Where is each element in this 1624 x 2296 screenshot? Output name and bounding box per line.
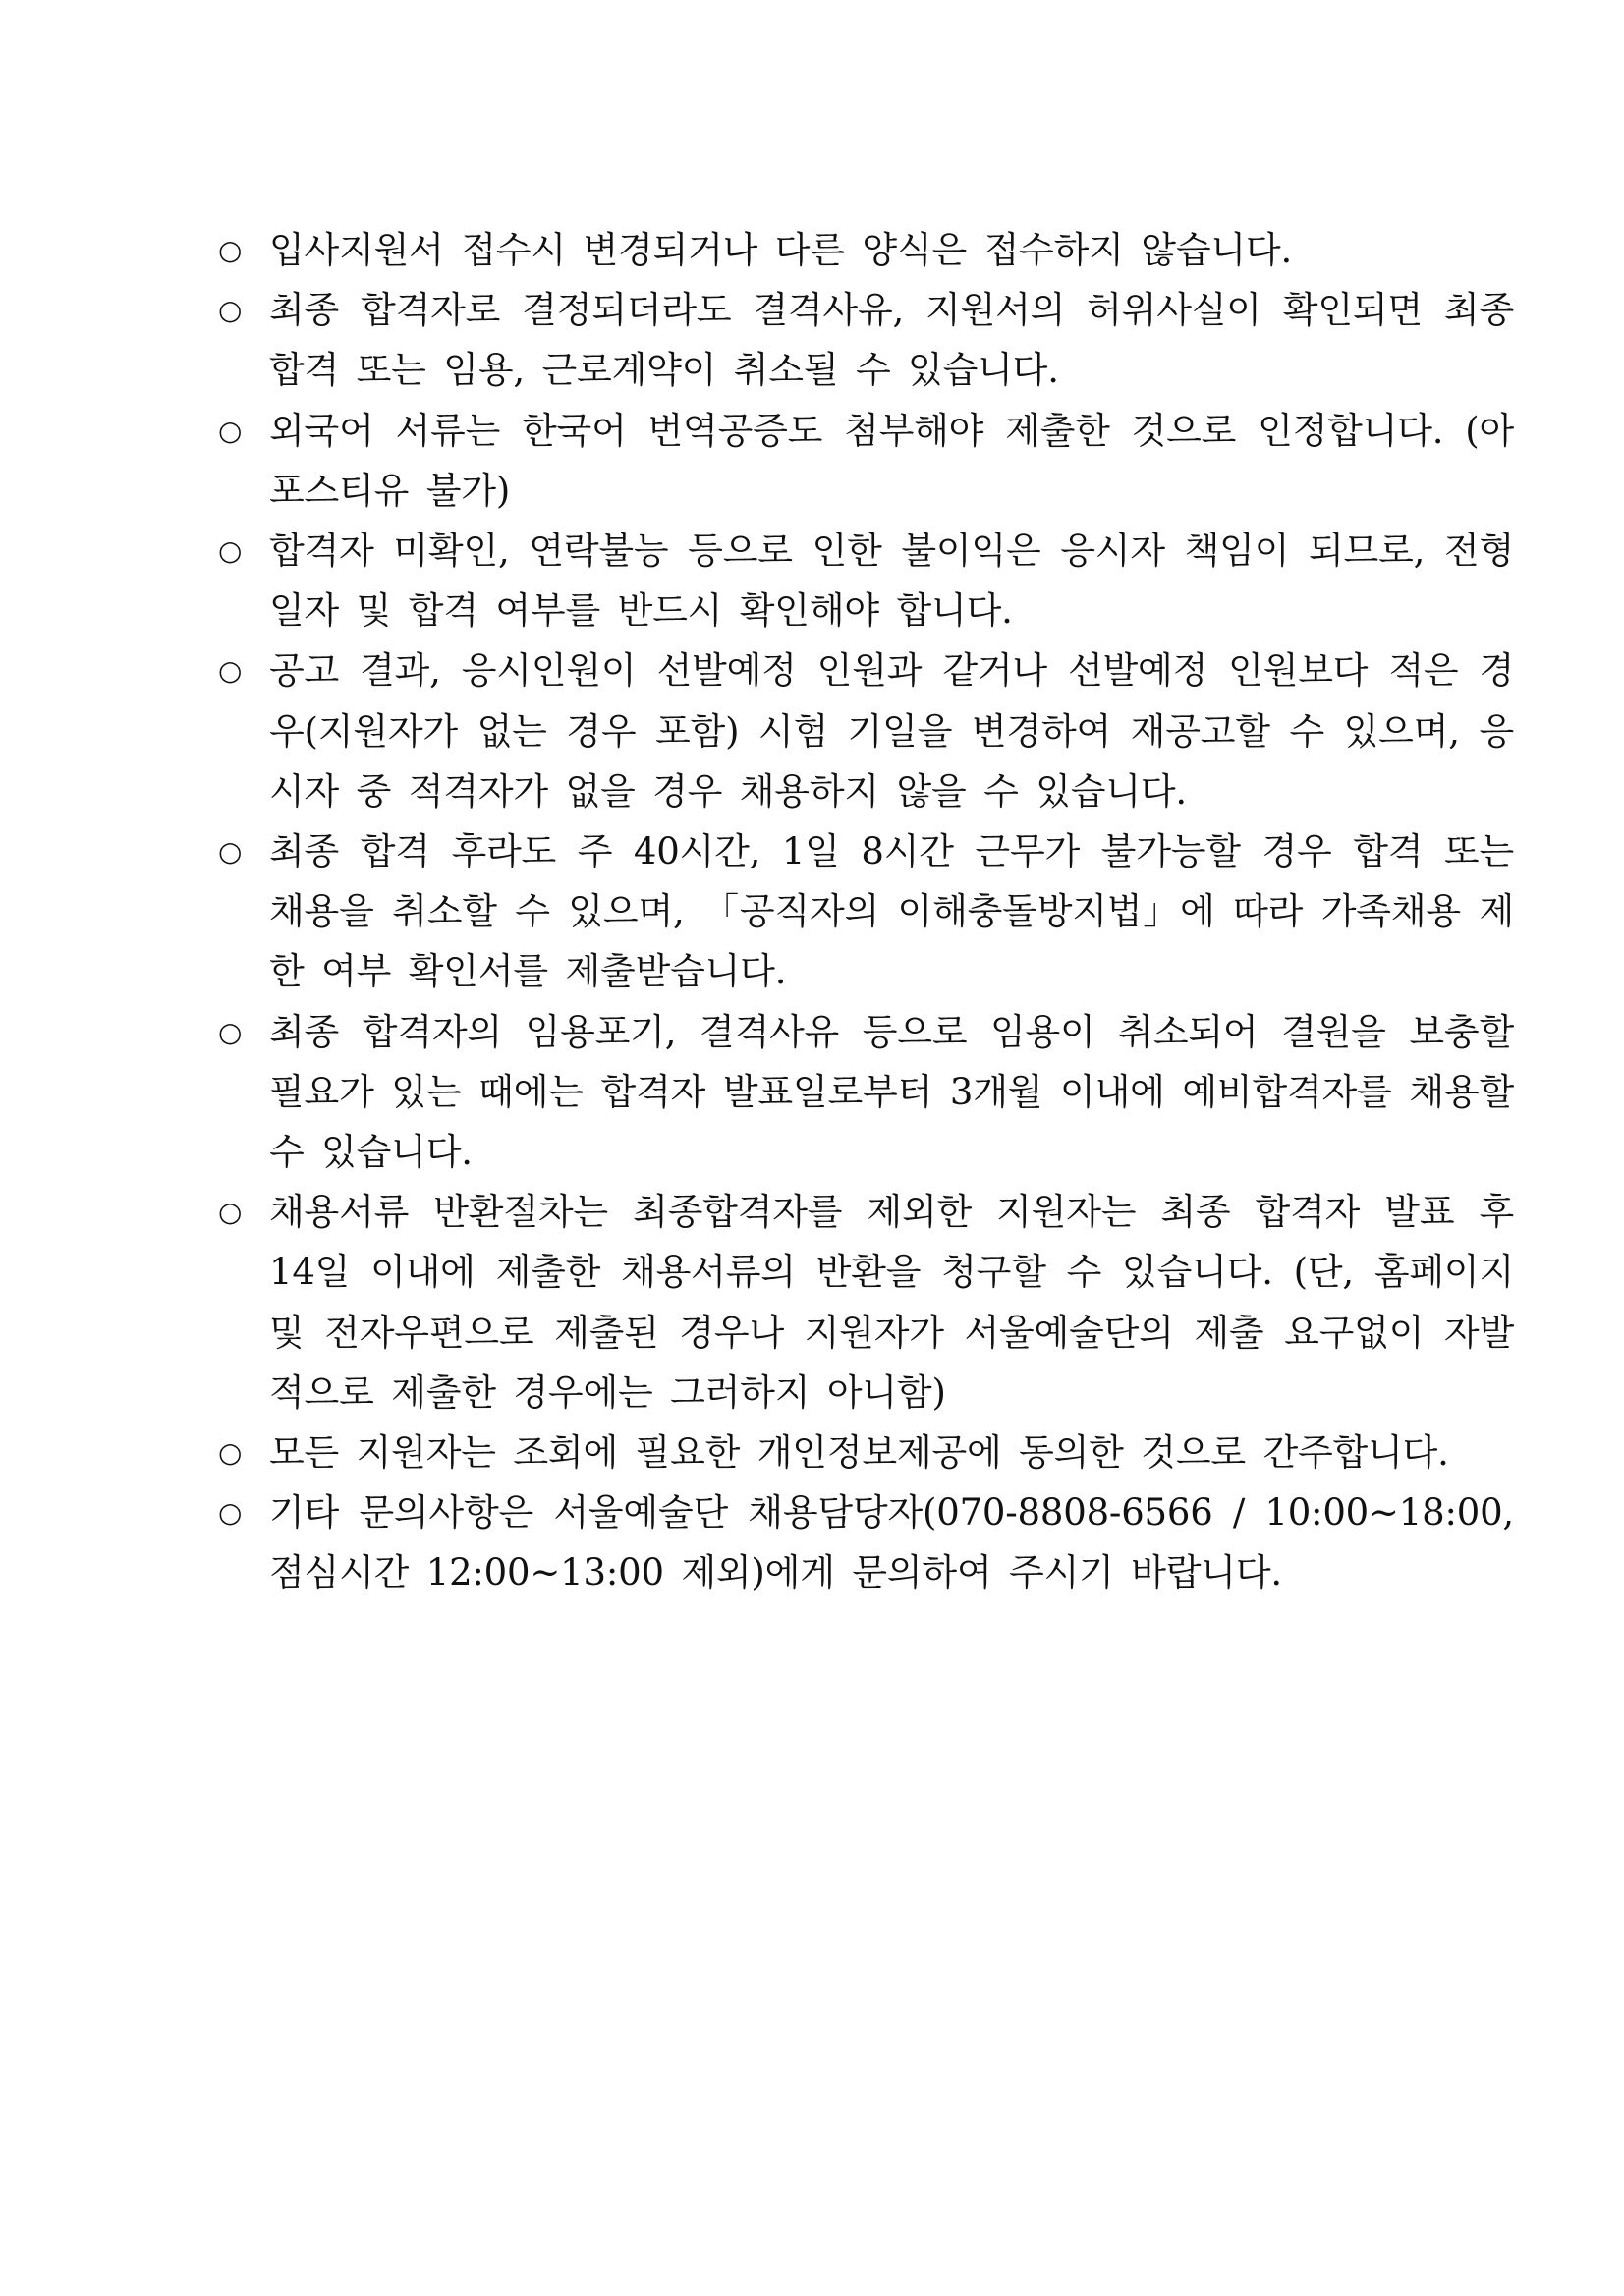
notice-text: 최종 합격자의 임용포기, 결격사유 등으로 임용이 취소되어 결원을 보충할 필요가 있는 때에는 합격자 발표일로부터 3개월 이내에 예비합격자를 채용할 수 있습니다. (269, 1010, 1514, 1174)
circle-bullet-icon: ○ (218, 1015, 243, 1048)
notice-text: 최종 합격 후라도 주 40시간, 1일 8시간 근무가 불가능할 경우 합격 또는 채용을 취소할 수 있으며, 「공직자의 이해충돌방지법」에 따라 가족채용 제한 여부 확인서를 제출받습니다. (269, 830, 1514, 993)
notice-text: 입사지원서 접수시 변경되거나 다른 양식은 접수하지 않습니다. (269, 229, 1293, 271)
notice-item (212, 220, 1514, 280)
circle-bullet-icon: ○ (218, 1196, 243, 1229)
notice-text: 채용서류 반환절차는 최종합격자를 제외한 지원자는 최종 합격자 발표 후 14일 이내에 제출한 채용서류의 반환을 청구할 수 있습니다. (단, 홈페이지 및 전자우편으로 제출된 경우나 지원자가 서울예술단의 제출 요구없이 자발적으로 제출한 경우에는 그러하지 아니함) (269, 1191, 1514, 1414)
notice-text: 모든 지원자는 조회에 필요한 개인정보제공에 동의한 것으로 간주합니다. (269, 1431, 1449, 1475)
notice-item (212, 521, 1514, 641)
notice-item (212, 821, 1514, 1002)
notice-item (212, 280, 1514, 400)
circle-bullet-icon: ○ (218, 835, 243, 868)
circle-bullet-icon: ○ (218, 1436, 243, 1470)
notice-text: 기타 문의사항은 서울예술단 채용담당자(070-8808-6566 / 10:00~18:00, 점심시간 12:00~13:00 제외)에게 문의하여 주시기 바랍니다. (269, 1491, 1514, 1595)
circle-bullet-icon: ○ (218, 294, 243, 327)
circle-bullet-icon: ○ (218, 1496, 243, 1530)
circle-bullet-icon: ○ (218, 234, 243, 266)
circle-bullet-icon: ○ (218, 534, 243, 568)
notice-item (212, 1423, 1514, 1483)
notice-text: 외국어 서류는 한국어 번역공증도 첨부해야 제출한 것으로 인정합니다. (아포스티유 불가) (269, 409, 1514, 512)
notice-list (212, 220, 1514, 1603)
notice-item (212, 401, 1514, 521)
notice-text: 최종 합격자로 결정되더라도 결격사유, 지원서의 허위사실이 확인되면 최종 합격 또는 임용, 근로계약이 취소될 수 있습니다. (269, 289, 1514, 392)
notice-text: 합격자 미확인, 연락불능 등으로 인한 불이익은 응시자 책임이 되므로, 전형일자 및 합격 여부를 반드시 확인해야 합니다. (269, 530, 1514, 633)
circle-bullet-icon: ○ (218, 414, 243, 447)
circle-bullet-icon: ○ (218, 654, 243, 688)
notice-item (212, 1182, 1514, 1423)
notice-item (212, 641, 1514, 821)
notice-text: 공고 결과, 응시인원이 선발예정 인원과 같거나 선발예정 인원보다 적은 경우(지원자가 없는 경우 포함) 시험 기일을 변경하여 재공고할 수 있으며, 응시자 중 적격자가 없을 경우 채용하지 않을 수 있습니다. (269, 649, 1514, 812)
notice-item (212, 1002, 1514, 1183)
notice-item (212, 1483, 1514, 1602)
